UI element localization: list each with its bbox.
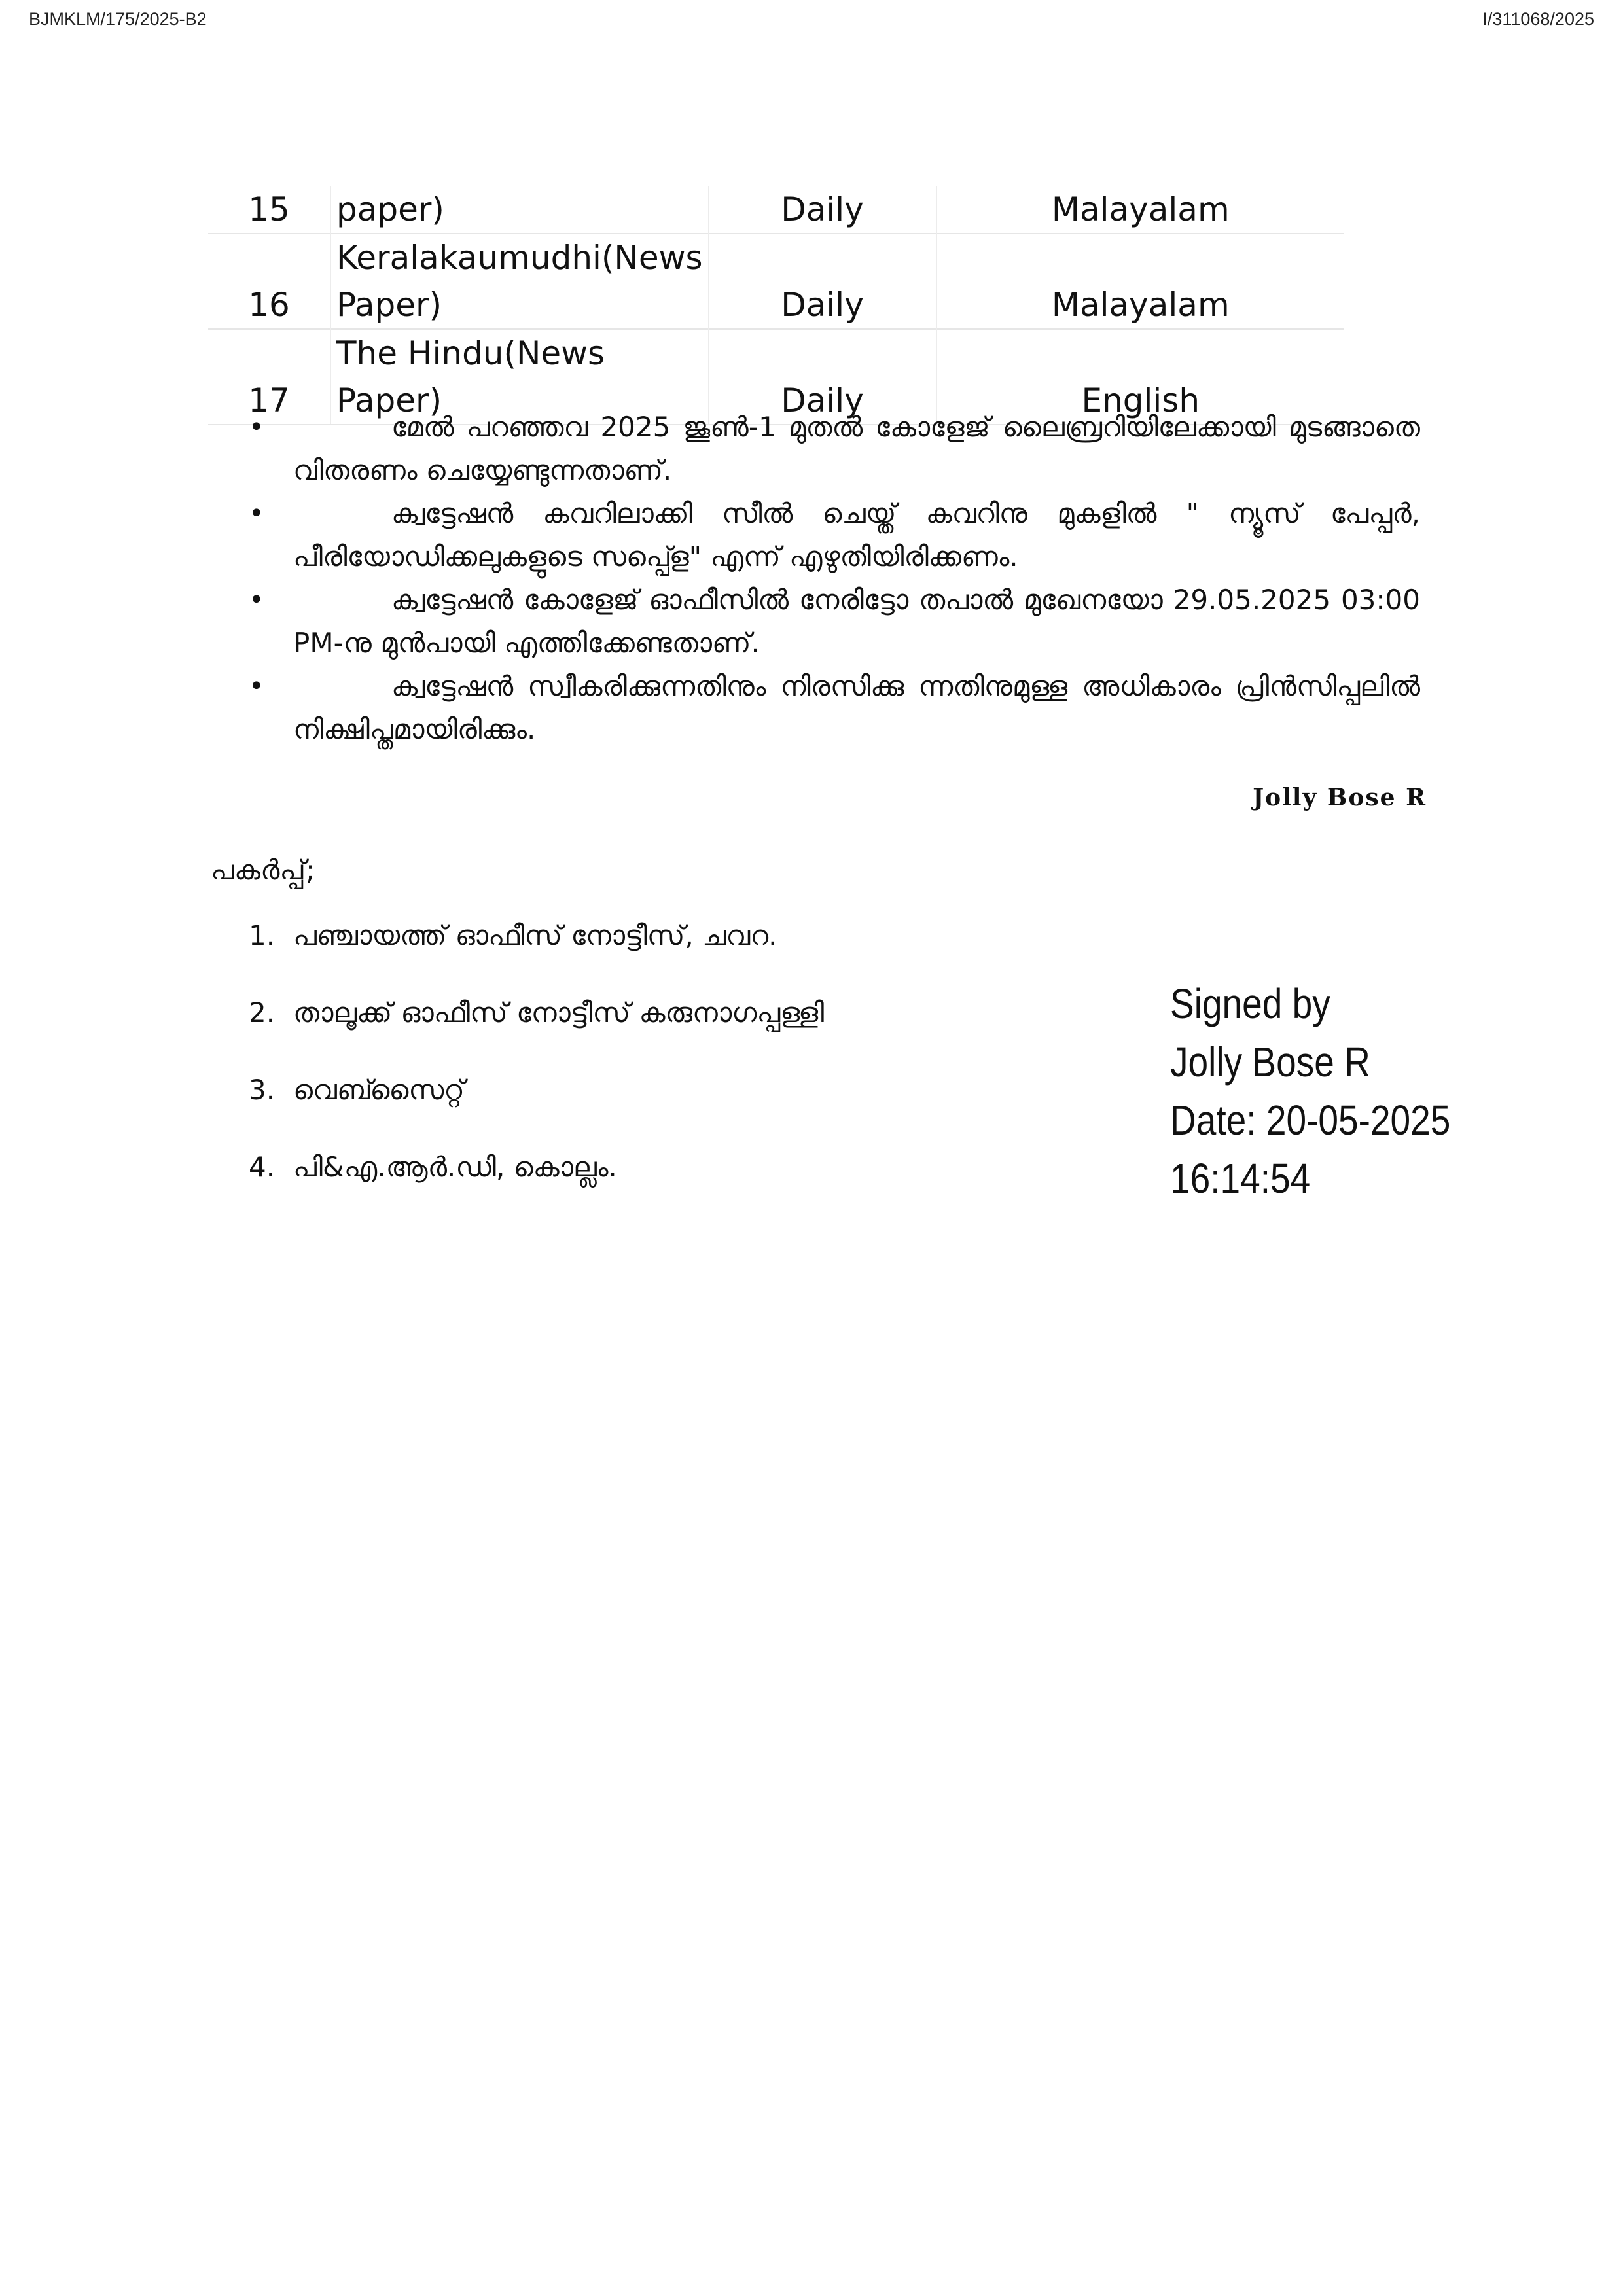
signatory-name: Jolly Bose R [1253, 784, 1427, 811]
bullet-icon: • [249, 585, 264, 615]
list-item [249, 1151, 824, 1228]
conditions-list [249, 406, 1420, 751]
condition-text: ക്വട്ടേഷൻ കവറിലാക്കി സീൽ ചെയ്ത് കവറിനു മുകളിൽ " ന്യൂസ് പേപ്പർ, പീരിയോഡിക്കലുകളുടെ സപ്പ്ളെ" എന്ന് എഴുതിയിരിക്കണം. [293, 497, 1420, 573]
condition-item [249, 578, 1420, 665]
list-text: താലൂക്ക് ഓഫീസ് നോട്ടീസ് കരുനാഗപ്പള്ളി [293, 997, 825, 1029]
list-text: പി&എ.ആർ.ഡി, കൊല്ലം. [293, 1151, 617, 1183]
condition-text: ക്വട്ടേഷൻ സ്വീകരിക്കുന്നതിനും നിരസിക്കു ന്നതിനുമുള്ള അധികാരം പ്രിൻസിപ്പലിൽ നിക്ഷിപ്തമായിരിക്കും. [293, 670, 1420, 745]
condition-item [249, 665, 1420, 751]
table-row [208, 234, 1344, 329]
bullet-icon: • [249, 499, 264, 529]
signature-line: Signed by [1170, 980, 1330, 1027]
newspaper-table [208, 186, 1344, 425]
condition-text: മേൽ പറഞ്ഞവ 2025 ജൂൺ-1 മുതൽ കോളേജ് ലൈബ്രറിയിലേക്കായി മുടങ്ങാതെ വിതരണം ചെയ്യേണ്ടുന്നതാണ്. [293, 411, 1420, 486]
inward-reference: I/311068/2025 [1482, 9, 1594, 29]
bullet-icon: • [249, 671, 264, 701]
language: Malayalam [936, 234, 1344, 329]
list-item [249, 919, 824, 997]
row-number: 15 [248, 190, 290, 228]
language: Malayalam [936, 186, 1344, 234]
publication-name: paper) [330, 186, 709, 234]
bullet-icon: • [249, 412, 264, 442]
row-number: 17 [208, 329, 330, 425]
publication-name: The Hindu(News Paper) [330, 329, 709, 425]
digital-signature-stamp [1170, 975, 1560, 1208]
periodicity: Daily [709, 186, 936, 234]
list-item [249, 997, 824, 1074]
periodicity: Daily [709, 329, 936, 425]
condition-text: ക്വട്ടേഷൻ കോളേജ് ഓഫീസിൽ നേരിട്ടോ തപാൽ മുഖേനയോ 29.05.2025 03:00 PM-നു മുൻപായി എത്തിക്കേണ്ടതാണ്. [293, 584, 1420, 659]
condition-item [249, 406, 1420, 492]
publication-name: Keralakaumudhi(News Paper) [330, 234, 709, 329]
condition-item [249, 492, 1420, 578]
list-text: വെബ്സൈറ്റ് [293, 1074, 465, 1106]
row-number: 16 [208, 234, 330, 329]
signature-date: Date: 20-05-2025 16:14:54 [1170, 1097, 1451, 1202]
copy-to-title: പകർപ്പ്; [211, 854, 315, 886]
list-number: 1. [249, 919, 276, 951]
signature-line: Jolly Bose R [1170, 1038, 1370, 1086]
list-text: പഞ്ചായത്ത് ഓഫീസ് നോട്ടീസ്, ചവറ. [293, 919, 777, 951]
file-reference: BJMKLM/175/2025-B2 [29, 9, 207, 29]
list-number: 4. [249, 1151, 276, 1183]
list-number: 2. [249, 997, 276, 1029]
periodicity: Daily [709, 234, 936, 329]
table-row [208, 186, 1344, 234]
language: English [936, 329, 1344, 425]
copy-to-list [249, 919, 824, 1228]
list-item [249, 1074, 824, 1151]
list-number: 3. [249, 1074, 276, 1106]
